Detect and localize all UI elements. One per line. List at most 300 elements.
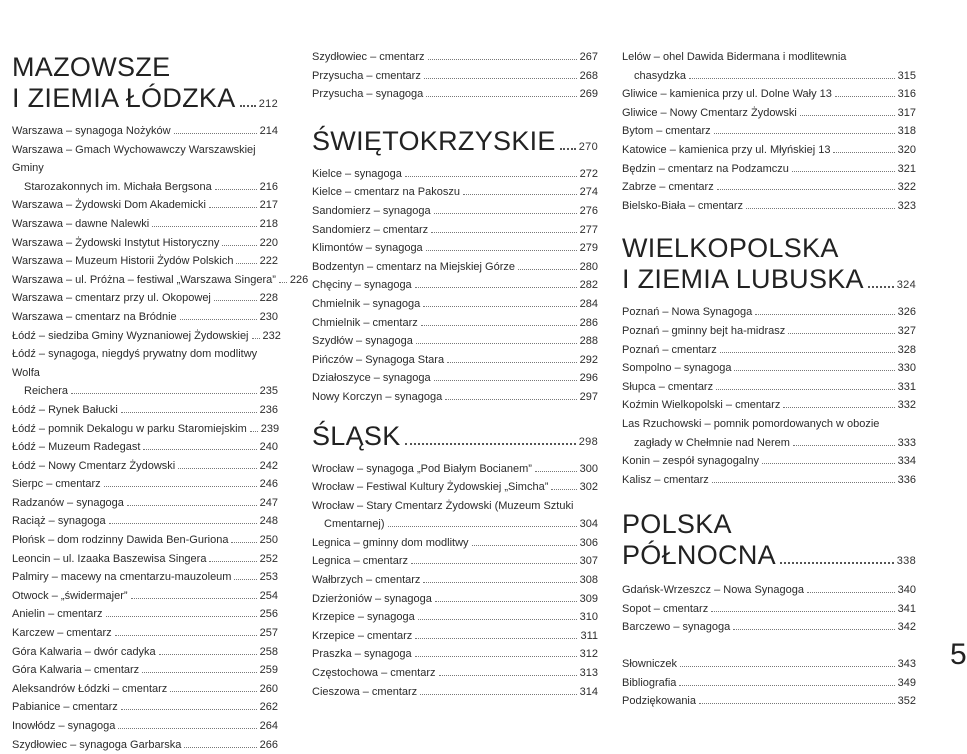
toc-entry (12, 643, 278, 662)
toc-entry (622, 178, 916, 197)
leader-dots (680, 666, 895, 667)
leader-dots (793, 445, 895, 446)
toc-entry (312, 478, 598, 497)
toc-entry (622, 471, 916, 490)
entry-title: Krzepice – cmentarz (312, 629, 413, 642)
leader-dots (222, 245, 256, 246)
leader-dots (423, 582, 576, 583)
toc-entry (12, 215, 278, 234)
page-number: 230 (259, 310, 278, 323)
leader-dots (800, 115, 895, 116)
leader-dots (835, 96, 895, 97)
leader-dots (435, 601, 577, 602)
entry-title: Karczew – cmentarz (12, 627, 112, 640)
page-number: 235 (259, 385, 278, 398)
entry-list (12, 122, 309, 754)
entry-title: Sompolno – synagoga (622, 362, 732, 375)
leader-dots (712, 482, 895, 483)
page-number: 309 (579, 592, 598, 605)
leader-dots (178, 468, 256, 469)
leader-dots (428, 59, 577, 60)
entry-title: Wałbrzych – cmentarz (312, 574, 421, 587)
toc-entry (622, 692, 916, 711)
page-number: 220 (259, 236, 278, 249)
entry-title: Aleksandrów Łódzki – cmentarz (12, 682, 168, 695)
leader-dots (420, 694, 576, 695)
leader-dots (106, 616, 257, 617)
leader-dots (689, 78, 895, 79)
toc-entry (312, 165, 598, 184)
entry-title: Bodzentyn – cmentarz na Miejskiej Górze (312, 260, 515, 273)
toc-entry (622, 415, 916, 452)
entry-title: Gliwice – Nowy Cmentarz Żydowski (622, 106, 797, 119)
toc-entry (312, 571, 598, 590)
leader-dots (184, 747, 256, 748)
toc-entry (312, 683, 598, 702)
toc-entry (312, 295, 598, 314)
entry-title: Działoszyce – synagoga (312, 372, 431, 385)
toc-entry (12, 531, 278, 550)
entry-title: Inowłódz – synagoga (12, 720, 116, 732)
entry-title: Bytom – cmentarz (622, 125, 711, 138)
entry-title: Krzepice – synagoga (312, 611, 415, 624)
leader-dots (118, 728, 256, 729)
entry-title: Wrocław – Festiwal Kultury Żydowskiej „Simcha” (312, 481, 549, 494)
entry-title: Poznań – gminny bejt ha-midrasz (622, 324, 786, 337)
leader-dots (518, 269, 577, 270)
entry-title: Szydłowiec – synagoga Garbarska (12, 738, 182, 751)
page-number: 267 (579, 51, 598, 63)
leader-dots (405, 176, 577, 177)
leader-dots (431, 232, 576, 233)
toc-entry (622, 600, 916, 619)
page-number: 326 (897, 306, 916, 319)
entry-title: Legnica – cmentarz (312, 555, 408, 568)
entry-title: Szydłowiec – cmentarz (312, 51, 425, 63)
toc-entry (622, 197, 916, 216)
entry-title: Góra Kalwaria – dwór cadyka (12, 645, 156, 658)
leader-dots (415, 638, 577, 639)
toc-entry (312, 627, 598, 646)
page-number: 284 (579, 297, 598, 310)
leader-dots (415, 656, 577, 657)
page-number: 328 (897, 343, 916, 356)
toc-entry (12, 420, 278, 439)
toc-entry (12, 661, 278, 680)
entry-title: Pabianice – cmentarz (12, 701, 118, 714)
leader-dots (209, 207, 257, 208)
leader-dots (411, 563, 577, 564)
entry-title: Góra Kalwaria – cmentarz (12, 664, 140, 677)
leader-dots (234, 579, 256, 580)
leader-dots (170, 691, 256, 692)
leader-dots (426, 250, 577, 251)
entry-title-continued: zagłady w Chełmnie nad Nerem (634, 436, 790, 449)
section-heading-polska-polnocna (622, 509, 916, 577)
page-number: 311 (580, 629, 598, 642)
entry-title: Warszawa – ul. Próżna – festiwal „Warszawa Singera” (12, 273, 276, 286)
page-number: 332 (897, 399, 916, 412)
leader-dots (463, 194, 577, 195)
toc-entry (312, 388, 598, 407)
leader-dots (416, 343, 577, 344)
toc-entry (622, 48, 916, 85)
entry-title-continued: Reichera (24, 385, 69, 398)
entry-title: Wrocław – synagoga „Pod Białym Bocianem” (312, 462, 532, 475)
toc-entry (12, 717, 278, 736)
entry-title: Klimontów – synagoga (312, 242, 423, 255)
section-heading-line: POLSKA (622, 509, 732, 540)
page-number: 323 (897, 199, 916, 212)
page-number: 256 (259, 608, 278, 621)
toc-entry (12, 698, 278, 717)
toc-entry (622, 122, 916, 141)
section-heading-slask (312, 421, 598, 458)
page-number: 217 (259, 199, 278, 212)
toc-entry (12, 494, 278, 513)
entry-title: Warszawa – cmentarz na Bródnie (12, 310, 177, 323)
entry-title: Warszawa – dawne Nalewki (12, 217, 150, 230)
page-number: 279 (579, 242, 598, 255)
entry-title-continued: chasydzka (634, 69, 686, 82)
section-heading-line: I ZIEMIA LUBUSKA (622, 264, 864, 295)
page-number: 253 (259, 571, 278, 584)
leader-dots (472, 545, 577, 546)
entry-title: Sopot – cmentarz (622, 602, 709, 615)
section-heading-line: ŚLĄSK (312, 420, 401, 451)
leader-dots (755, 314, 894, 315)
entry-title: Sandomierz – cmentarz (312, 223, 429, 236)
page-number: 262 (259, 701, 278, 714)
toc-entry (12, 587, 278, 606)
toc-entry (312, 221, 598, 240)
page-number: 318 (897, 125, 916, 138)
section-heading-line: ŚWIĘTOKRZYSKIE (312, 125, 556, 156)
leader-dots (792, 171, 895, 172)
entry-title: Bielsko-Biała – cmentarz (622, 199, 744, 212)
page-number: 232 (262, 329, 281, 342)
section-heading-line: MAZOWSZE (12, 52, 171, 82)
entry-list (622, 581, 916, 637)
entry-title: Łódź – Muzeum Radegast (12, 441, 141, 454)
page-number: 313 (579, 667, 598, 680)
entry-title: Chmielnik – synagoga (312, 297, 421, 310)
entry-title: Palmiry – macewy na cmentarzu-mauzoleum (12, 571, 232, 584)
leader-dots (445, 399, 576, 400)
toc-entry (622, 341, 916, 360)
leader-dots (868, 286, 894, 288)
page-number: 321 (897, 162, 916, 175)
section-heading-swietokrzyskie (312, 126, 598, 163)
leader-dots (252, 338, 260, 339)
toc-entry (622, 378, 916, 397)
leader-dots (143, 449, 256, 450)
entry-title: Kalisz – cmentarz (622, 473, 709, 486)
toc-entry (312, 351, 598, 370)
page-number: 258 (259, 645, 278, 658)
entry-title: Katowice – kamienica przy ul. Młyńskiej 13 (622, 143, 831, 156)
entry-title: Podziękowania (622, 695, 696, 708)
leader-dots (236, 263, 256, 264)
leader-dots (734, 370, 894, 371)
page-number: 286 (579, 316, 598, 329)
toc-entry (622, 85, 916, 104)
page-number: 272 (579, 167, 598, 180)
leader-dots (535, 471, 577, 472)
section-heading-wielkopolska (622, 233, 916, 301)
toc-entry (12, 457, 278, 476)
entry-title: Przysucha – cmentarz (312, 69, 421, 82)
toc-entry (622, 618, 916, 637)
leader-dots (423, 306, 576, 307)
leader-dots (426, 96, 576, 97)
page-number: 247 (259, 496, 278, 509)
toc-entry (622, 452, 916, 471)
page-number: 330 (897, 362, 916, 375)
leader-dots (405, 443, 576, 445)
leader-dots (109, 523, 257, 524)
page-number: 296 (579, 372, 598, 385)
toc-entry (12, 196, 278, 215)
leader-dots (71, 393, 257, 394)
toc-entry (622, 581, 916, 600)
entry-continuation (312, 515, 598, 534)
toc-column-1 (12, 0, 309, 754)
leader-dots (780, 562, 894, 564)
toc-entry (312, 534, 598, 553)
toc-entry (312, 48, 598, 67)
page-number: 297 (579, 390, 598, 403)
leader-dots (127, 505, 257, 506)
toc-entry (12, 122, 278, 141)
page-number: 260 (259, 682, 278, 695)
page-number: 327 (897, 324, 916, 337)
leader-dots (121, 412, 257, 413)
leader-dots (733, 629, 894, 630)
page-number: 250 (259, 534, 278, 547)
page-number: 288 (579, 335, 598, 348)
page-number: 342 (897, 621, 916, 634)
page-number: 292 (579, 353, 598, 366)
leader-dots (439, 675, 577, 676)
page-number: 324 (896, 279, 916, 292)
page-number: 280 (579, 260, 598, 273)
toc-entry (622, 396, 916, 415)
toc-entry (312, 239, 598, 258)
toc-entry (312, 85, 598, 104)
leader-dots (717, 189, 895, 190)
leader-dots (115, 635, 257, 636)
leader-dots (131, 598, 257, 599)
toc-entry (12, 568, 278, 587)
toc-entry (312, 258, 598, 277)
leader-dots (711, 611, 894, 612)
leader-dots (807, 592, 895, 593)
page-number: 316 (897, 88, 916, 101)
entry-title: Szydłów – synagoga (312, 335, 413, 348)
toc-entry (312, 332, 598, 351)
page-number: 268 (579, 69, 598, 82)
page-number: 298 (578, 435, 598, 448)
entry-title: Słupca – cmentarz (622, 380, 714, 393)
page-number: 269 (579, 88, 598, 101)
page-number: 216 (259, 180, 278, 193)
entry-title: Cieszowa – cmentarz (312, 685, 418, 698)
leader-dots (388, 526, 577, 527)
entry-title: Pińczów – Synagoga Stara (312, 353, 445, 366)
page-number: 349 (897, 676, 916, 689)
entry-title: Dzierżoniów – synagoga (312, 592, 432, 605)
leader-dots (746, 208, 895, 209)
toc-entry (312, 645, 598, 664)
entry-title: Kielce – cmentarz na Pakoszu (312, 186, 460, 199)
toc-entry (622, 359, 916, 378)
entry-title: Sierpc – cmentarz (12, 478, 101, 491)
entry-title: Łódź – synagoga, niegdyś prywatny dom modlitwy Wolfa (12, 348, 258, 379)
page-number: 276 (579, 204, 598, 217)
page-number: 306 (579, 536, 598, 549)
entry-title: Nowy Korczyn – synagoga (312, 390, 443, 403)
entry-title: Płońsk – dom rodzinny Dawida Ben-Guriona (12, 534, 229, 547)
leader-dots (174, 133, 257, 134)
toc-entry (12, 345, 278, 401)
leader-dots (720, 352, 895, 353)
page-number: 226 (289, 273, 309, 286)
leader-dots (159, 654, 257, 655)
leader-dots (424, 78, 577, 79)
leader-dots (209, 561, 256, 562)
entry-title: Konin – zespół synagogalny (622, 455, 759, 468)
entry-title: Otwock – „świdermajer” (12, 589, 128, 602)
toc-entry (312, 314, 598, 333)
entry-title: Las Rzuchowski – pomnik pomordowanych w obozie (622, 417, 880, 430)
leader-dots (788, 333, 894, 334)
section-heading-line: I ZIEMIA ŁÓDZKA (12, 83, 236, 113)
entry-title: Kielce – synagoga (312, 167, 402, 180)
toc-entry (12, 141, 278, 197)
toc-entry (622, 655, 916, 674)
entry-title: Łódź – Nowy Cmentarz Żydowski (12, 459, 176, 472)
entry-title: Raciąż – synagoga (12, 515, 106, 528)
entry-title: Wrocław – Stary Cmentarz Żydowski (Muzeum Sztuki (312, 499, 574, 512)
entry-title: Warszawa – Muzeum Historii Żydów Polskich (12, 255, 234, 268)
page-number: 282 (579, 279, 598, 292)
entry-title: Sandomierz – synagoga (312, 204, 431, 217)
entry-title: Koźmin Wielkopolski – cmentarz (622, 399, 781, 412)
entry-title: Słowniczek (622, 658, 678, 671)
entry-title: Warszawa – Żydowski Dom Akademicki (12, 199, 206, 212)
toc-entry (12, 401, 278, 420)
entry-title: Barczewo – synagoga (622, 621, 731, 634)
toc-entry (312, 460, 598, 479)
leader-dots (762, 463, 895, 464)
leader-dots (716, 389, 895, 390)
toc-entry (12, 736, 278, 754)
page-number: 314 (579, 685, 598, 698)
entry-title: Praszka – synagoga (312, 648, 412, 661)
toc-entry (12, 605, 278, 624)
page-number: 340 (897, 584, 916, 597)
page-number: 270 (578, 140, 598, 153)
section-heading-line: PÓŁNOCNA (622, 540, 776, 571)
page-number: 257 (259, 627, 278, 640)
page-number: 315 (897, 69, 916, 82)
toc-entry (622, 322, 916, 341)
page-number: 343 (897, 658, 916, 671)
page-number: 239 (260, 422, 280, 435)
leader-dots (418, 619, 577, 620)
toc-entry (312, 608, 598, 627)
leader-dots (104, 486, 257, 487)
page-number: 214 (259, 125, 278, 137)
leader-dots (121, 709, 257, 710)
entry-title: Radzanów – synagoga (12, 496, 124, 509)
toc-entry (312, 202, 598, 221)
leader-dots (421, 325, 577, 326)
page-number: 300 (579, 462, 598, 475)
page-number: 236 (259, 403, 278, 416)
page-number: 212 (258, 98, 278, 110)
entry-title: Łódź – pomnik Dekalogu w parku Staromiejskim (12, 422, 247, 435)
entry-title: Gliwice – kamienica przy ul. Dolne Wały 13 (622, 88, 832, 101)
entry-title: Częstochowa – cmentarz (312, 667, 436, 680)
toc-entry (12, 550, 278, 569)
entry-list (622, 303, 916, 489)
leader-dots (679, 685, 894, 686)
toc-entry (312, 552, 598, 571)
leader-dots (250, 431, 258, 432)
entry-title: Warszawa – Gmach Wychowawczy Warszawskiej Gminy (12, 143, 256, 175)
page-number: 310 (579, 611, 598, 624)
entry-title: Lelów – ohel Dawida Bidermana i modlitewnia (622, 51, 847, 63)
page-number: 341 (897, 602, 916, 615)
toc-entry (312, 183, 598, 202)
entry-title-continued: Starozakonnych im. Michała Bergsona (24, 180, 212, 193)
toc-entry (12, 624, 278, 643)
entry-title: Poznań – cmentarz (622, 343, 717, 356)
page-number: 240 (259, 441, 278, 454)
entry-continuation (12, 382, 278, 401)
leader-dots (434, 213, 577, 214)
page-number: 304 (579, 518, 598, 531)
page-number: 338 (896, 555, 916, 568)
toc-entry (12, 252, 278, 271)
page-number: 277 (579, 223, 598, 236)
entry-continuation (622, 67, 916, 86)
entry-title: Chęciny – synagoga (312, 279, 412, 292)
page-number: 246 (259, 478, 278, 491)
toc-entry (12, 475, 278, 494)
page-number: 254 (259, 589, 278, 602)
entry-title: Leoncin – ul. Izaaka Baszewisa Singera (12, 552, 207, 565)
toc-column-3 (622, 0, 916, 711)
entry-title: Poznań – Nowa Synagoga (622, 306, 753, 319)
entry-title-continued: Cmentarnej) (324, 518, 385, 531)
page-number: 322 (897, 181, 916, 194)
page-number: 274 (579, 186, 598, 199)
page-number: 252 (259, 552, 278, 565)
toc-entry (312, 276, 598, 295)
page-number: 308 (579, 574, 598, 587)
page-number: 302 (579, 481, 598, 494)
page-number: 317 (897, 106, 916, 119)
toc-entry (12, 271, 309, 290)
entry-title: Będzin – cmentarz na Podzamczu (622, 162, 789, 175)
page-number: 259 (259, 664, 278, 677)
leader-dots (231, 542, 256, 543)
leader-dots (180, 319, 257, 320)
entry-title: Legnica – gminny dom modlitwy (312, 536, 469, 549)
